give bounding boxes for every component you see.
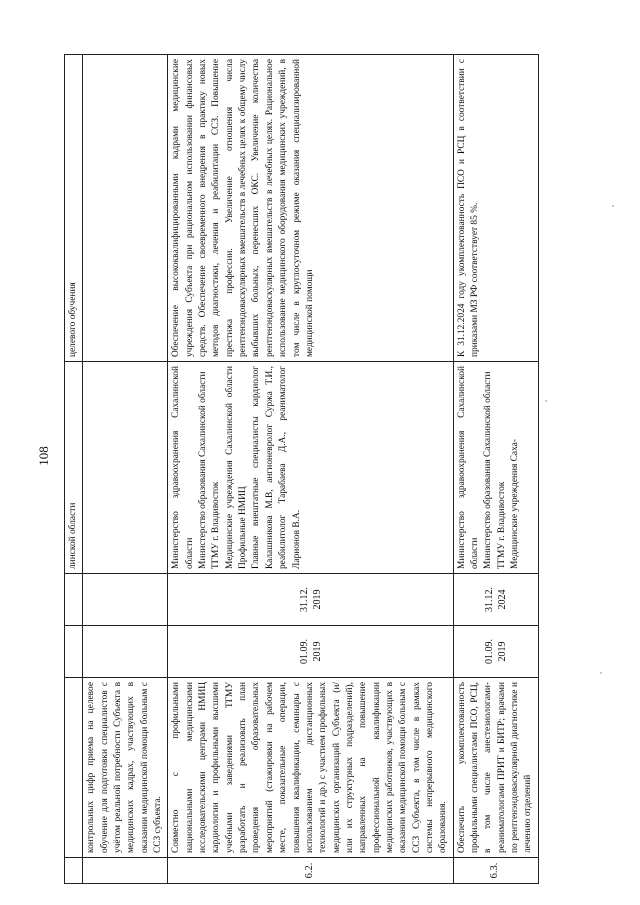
- plan-table: [64, 54, 539, 884]
- row-start-date: [83, 626, 168, 678]
- row-end-date: 31.12. 2019: [168, 574, 453, 626]
- row-responsible: Министерство здравоохранения Сахалинской области Министерство образования Сахалинской области ТГМУ г. Владивосток Медицинские учреждения Сахалинской области Профильные НМИЦ Главные внештатные специалисты кардиолог Калашникова М.В, ангионевролог Суржа Т.И., реабилитолог Тарабаева Д.А., реаниматолог Ларионов В.А.: [168, 362, 453, 574]
- row-start-date: 01.09. 2019: [168, 626, 453, 678]
- header-cell-responsible: линской области: [65, 362, 83, 574]
- table-row: [453, 55, 538, 884]
- row-end-date: [83, 574, 168, 626]
- table-row: [168, 55, 453, 884]
- row-number: [83, 858, 168, 884]
- row-number: 6.2.: [168, 858, 453, 884]
- row-task: Обеспечить укомплектованность профильными специалистами ПСО, РСЦ, в том числе анестезиологами-реаниматологами ПРИТ и БИТР; врачами по рентгенэндоваскулярной диагностике и лечению отделений: [453, 678, 538, 858]
- header-cell-end: [65, 574, 83, 626]
- row-result: Обеспечение высококвалифицированными кадрами медицинские учреждения Субъекта при рациональном использовании финансовых средств. Обеспечение своевременного внедрения в практику новых методов диагностики, лечения и реабилитации ССЗ. Повышение престижа профессии. Увеличение отношения числа рентгенэндоваскулярных вмешательств в лечебных целях к общему числу выбывших больных, перенесших ОКС. Увеличение количества рентгенэндоваскулярных вмешательств в лечебных целях. Рациональное использование медицинского оборудования медицинских учреждений, в том числе в круглосуточном режиме оказания специализированной медицинской помощи: [168, 55, 453, 362]
- row-result: К 31.12.2024 году укомплектованность ПСО и РСЦ в соответствии с приказами МЗ РФ соответствует 85 %.: [453, 55, 538, 362]
- row-number: 6.3.: [453, 858, 538, 884]
- row-end-date: 31.12. 2024: [453, 574, 538, 626]
- scan-speck: [545, 400, 547, 402]
- row-task: контрольных цифр приема на целевое обучение для подготовки специалистов с учётом реальной потребности Субъекта в медицинских кадрах, участвующих в оказании медицинской помощи больным с ССЗ субъекта.: [83, 678, 168, 858]
- row-task: Совместно с профильными национальными медицинскими исследовательскими центрами НМИЦ кардиологии и профильными высшими учебными заведениями ТГМУ разработать и реализовать план проведения образовательных мероприятий (стажировки на рабочем месте, показательные операции, повышения квалификации, семинары с использованием дистанционных технологий и др.) с участием профильных медицинских организаций Субъекта (и/или их структурных подразделений), направленных на повышение профессиональной квалификации медицинских работников, участвующих в оказании медицинской помощи больным с ССЗ Субъекта, в том числе в рамках системы непрерывного медицинского образования.: [168, 678, 453, 858]
- header-cell-num: [65, 858, 83, 884]
- header-cell-start: [65, 626, 83, 678]
- table-row: [83, 55, 168, 884]
- row-responsible: Министерство здравоохранения Сахалинской области Министерство образования Сахалинской области ТГМУ г. Владивосток Медицинские учреждения Саха-: [453, 362, 538, 574]
- row-responsible: [83, 362, 168, 574]
- scan-speck: [600, 672, 602, 674]
- header-cell-result: целевого обучения: [65, 55, 83, 362]
- row-result: [83, 55, 168, 362]
- scan-speck: [612, 205, 614, 207]
- row-start-date: 01.09. 2019: [453, 626, 538, 678]
- header-cell-task: [65, 678, 83, 858]
- table-header-row: [65, 55, 83, 884]
- rotated-table-page: [64, 54, 589, 884]
- page-number: 108: [35, 446, 51, 466]
